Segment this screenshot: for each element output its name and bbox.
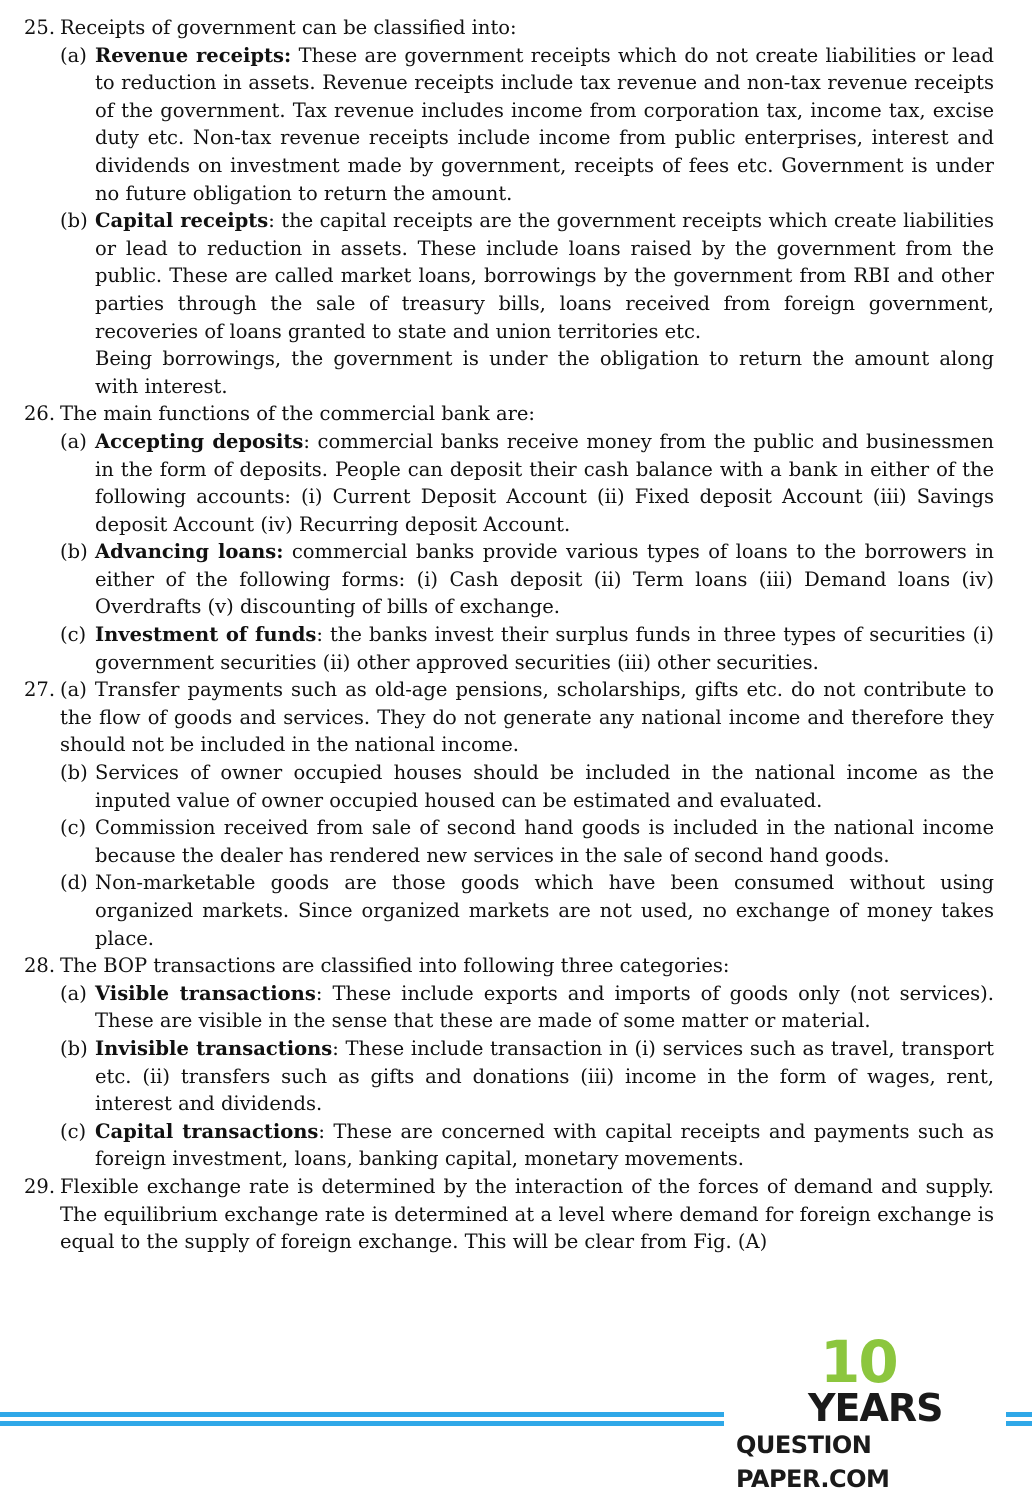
footer-stripe	[0, 1412, 724, 1417]
logo-number: 10	[820, 1328, 897, 1396]
sub-text: : These include transaction in (i) services such as travel, transport etc. (ii) transfers such as gifts and donations (iii) income in the form of wages, rent, interest and dividends.	[95, 1036, 995, 1116]
question-number: 28.	[24, 954, 56, 978]
footer-logo-area	[0, 1320, 1032, 1500]
sub-item	[60, 621, 994, 676]
question-intro: (a) Transfer payments such as old-age pensions, scholarships, gifts etc. do not contribute to the flow of goods and services. They do not generate any national income and therefore they should not be included in the national income.	[60, 678, 994, 757]
sub-term: Capital transactions	[95, 1119, 319, 1143]
question-number: 27.	[24, 678, 56, 702]
sub-label: (a)	[60, 43, 87, 67]
sub-item	[60, 207, 994, 345]
question-26	[24, 400, 994, 676]
sub-text: Services of owner occupied houses should be included in the national income as the inputed value of owner occupied housed can be estimated and evaluated.	[95, 761, 994, 812]
logo-years-text: YEARS	[808, 1386, 943, 1430]
question-intro: Flexible exchange rate is determined by the interaction of the forces of demand and supply. The equilibrium exchange rate is determined at a level where demand for foreign exchange is equal to the supply of foreign exchange. This will be clear from Fig. (A)	[60, 1174, 994, 1254]
sub-label: (b)	[60, 209, 88, 233]
sub-item	[60, 814, 994, 869]
sub-label: (b)	[60, 761, 88, 785]
sub-label: (b)	[60, 540, 88, 564]
question-intro: The BOP transactions are classified into following three categories:	[60, 954, 730, 978]
sub-term: Advancing loans:	[95, 540, 284, 564]
answer-content	[24, 14, 994, 1256]
sub-item	[60, 42, 994, 208]
sub-text: : These include exports and imports of goods only (not services). These are visible in the sense that these are made of some matter or material.	[95, 981, 994, 1033]
question-28	[24, 952, 994, 1173]
sub-label: (a)	[60, 429, 87, 453]
sub-term: Invisible transactions	[95, 1036, 333, 1060]
sub-label: (c)	[60, 623, 87, 647]
sub-text: Commission received from sale of second hand goods is included in the national income because the dealer has rendered new services in the sale of second hand goods.	[95, 816, 994, 867]
sub-text: commercial banks provide various types of loans to the borrowers in either of the following forms: (i) Cash deposit (ii) Term loans (iii) Demand loans (iv) Overdrafts (v) discounting of bills of exchange.	[95, 540, 994, 619]
sub-term: Accepting deposits	[95, 429, 304, 453]
footer-stripe	[1006, 1412, 1032, 1417]
sub-continuation: Being borrowings, the government is under the obligation to return the amount along with interest.	[95, 347, 994, 398]
sub-item	[60, 538, 994, 621]
sub-label: (d)	[60, 871, 88, 895]
sub-label: (b)	[60, 1036, 88, 1060]
question-29	[24, 1173, 994, 1256]
sub-term: Capital receipts	[95, 209, 269, 233]
question-intro: The main functions of the commercial bank are:	[60, 402, 535, 426]
sub-term: Investment of funds	[95, 623, 317, 647]
sub-term: Visible transactions	[95, 981, 316, 1005]
sub-item	[60, 980, 994, 1035]
question-number: 26.	[24, 402, 56, 426]
footer-stripe	[0, 1421, 724, 1426]
sub-item	[60, 869, 994, 952]
sub-item	[60, 1035, 994, 1118]
sub-text: : the capital receipts are the government receipts which create liabilities or lead to reduction in assets. These include loans raised by the government from the public. These are called market loans, borrowings by the government from RBI and other parties through the sale of treasury bills, loans received from foreign government, recoveries of loans granted to state and union territories etc.	[95, 209, 994, 343]
sub-item	[60, 1118, 994, 1173]
question-intro: Receipts of government can be classified into:	[60, 16, 517, 39]
sub-item	[60, 428, 994, 538]
sub-text: : commercial banks receive money from the public and businessmen in the form of deposits. People can deposit their cash balance with a bank in either of the following accounts: (i) Current Deposit Account (ii) Fixed deposit Account (iii) Savings deposit Account (iv) Recurring deposit Account.	[95, 429, 994, 536]
sub-text: : These are concerned with capital receipts and payments such as foreign investment, loans, banking capital, monetary movements.	[95, 1119, 994, 1171]
sub-label: (a)	[60, 981, 87, 1005]
sub-item	[60, 759, 994, 814]
question-number: 25.	[24, 16, 56, 39]
sub-text: : the banks invest their surplus funds in three types of securities (i) government securities (ii) other approved securities (iii) other securities.	[95, 623, 994, 674]
question-number: 29.	[24, 1174, 56, 1198]
question-25	[24, 14, 994, 400]
sub-text: Non-marketable goods are those goods which have been consumed without using organized markets. Since organized markets are not used, no exchange of money takes place.	[95, 871, 994, 950]
sub-term: Revenue receipts:	[95, 43, 292, 67]
sub-label: (c)	[60, 1119, 87, 1143]
logo-site-name: QUESTION PAPER.COM	[736, 1431, 890, 1493]
sub-text: These are government receipts which do not create liabilities or lead to reduction in assets. Revenue receipts include tax revenue and non-tax revenue receipts of the government. Tax revenue includes income from corporation tax, income tax, excise duty etc. Non-tax revenue receipts include income from public enterprises, interest and dividends on investment made by government, receipts of fees etc. Government is under no future obligation to return the amount.	[95, 43, 994, 205]
sub-label: (c)	[60, 816, 87, 840]
question-27	[24, 676, 994, 952]
footer-stripe	[1006, 1421, 1032, 1426]
